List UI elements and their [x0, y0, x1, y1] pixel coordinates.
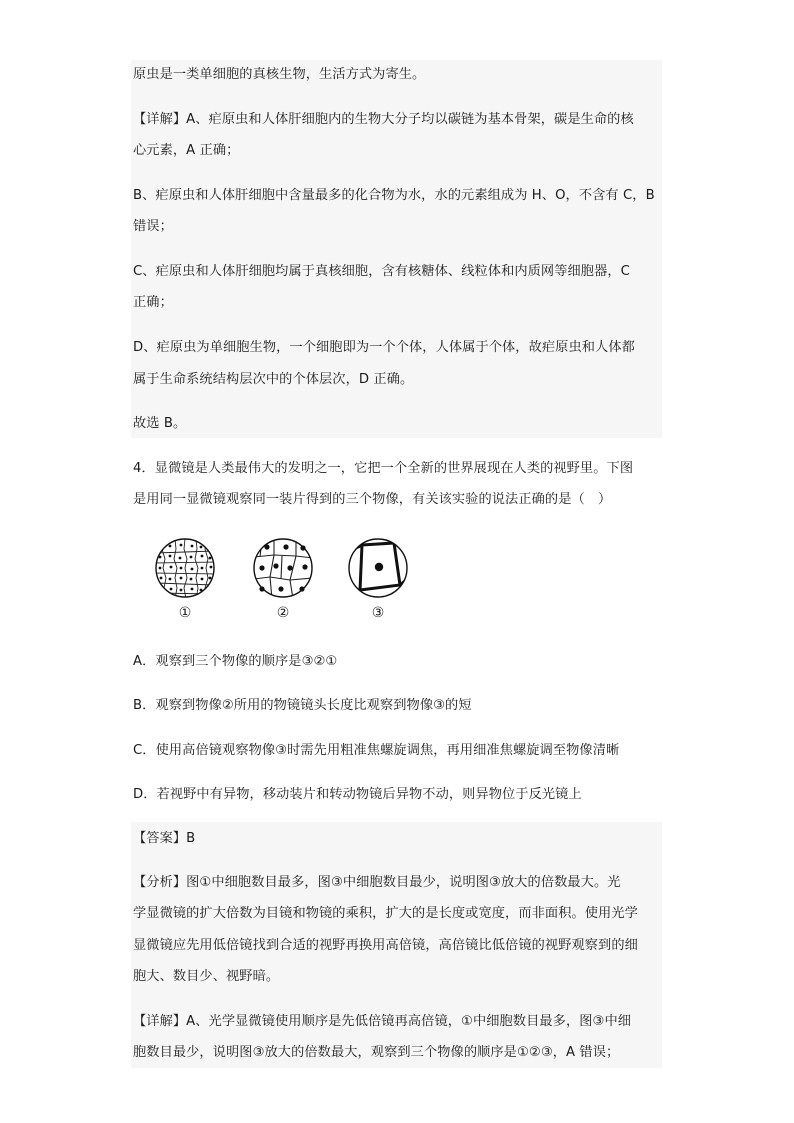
- text-line: D、疟原虫为单细胞生物，一个细胞即为一个个体，人体属于个体，故疟原虫和人体都: [133, 340, 635, 355]
- option-d: D．若视野中有异物，移动装片和转动物镜后异物不动，则异物位于反光镜上: [133, 787, 582, 802]
- cell-images-svg: [150, 535, 420, 605]
- analysis-line: 学显微镜的扩大倍数为目镜和物镜的乘积，扩大的是长度或宽度，而非面积。使用光学: [133, 906, 638, 921]
- text-line: 故选 B。: [133, 416, 187, 431]
- text-line: 心元素，A 正确；: [133, 143, 240, 158]
- figure-label-3: ③: [371, 605, 385, 621]
- microscope-images-figure: [150, 535, 420, 630]
- cell-image-3: [346, 535, 412, 601]
- text-line: 错误；: [133, 219, 173, 234]
- figure-label-1: ①: [178, 605, 192, 621]
- cell-image-1: [155, 539, 215, 599]
- analysis-line: 胞大、数目少、视野暗。: [133, 969, 280, 984]
- option-b: B．观察到物像②所用的物镜镜头长度比观察到物像③的短: [133, 698, 472, 713]
- text-line: 属于生命系统结构层次中的个体层次，D 正确。: [133, 372, 414, 387]
- question-stem-line: 4．显微镜是人类最伟大的发明之一，它把一个全新的世界展现在人类的视野里。下图: [133, 461, 634, 476]
- cell-image-2: [254, 538, 313, 599]
- option-c: C．使用高倍镜观察物像③时需先用粗准焦螺旋调焦，再用细准焦螺旋调至物像清晰: [133, 743, 620, 758]
- figure-label-2: ②: [276, 605, 290, 621]
- detail-line: 胞数目最少，说明图③放大的倍数最大，观察到三个物像的顺序是①②③，A 错误；: [133, 1045, 620, 1060]
- answer-line: 【答案】B: [133, 831, 196, 846]
- question-stem-line: 是用同一显微镜观察同一装片得到的三个物像，有关该实验的说法正确的是（ ）: [133, 492, 612, 507]
- text-line: B、疟原虫和人体肝细胞中含量最多的化合物为水，水的元素组成为 H、O，不含有 C，B: [133, 188, 655, 203]
- text-line: 【详解】A、疟原虫和人体肝细胞内的生物大分子均以碳链为基本骨架，碳是生命的核: [133, 112, 634, 127]
- text-line: 正确；: [133, 295, 173, 310]
- analysis-line: 【分析】图①中细胞数目最多，图③中细胞数目最少，说明图③放大的倍数最大。光: [133, 875, 621, 890]
- option-a: A．观察到三个物像的顺序是③②①: [133, 654, 338, 669]
- text-line: C、疟原虫和人体肝细胞均属于真核细胞，含有核糖体、线粒体和内质网等细胞器，C: [133, 264, 630, 279]
- text-line: 原虫是一类单细胞的真核生物，生活方式为寄生。: [133, 67, 426, 82]
- analysis-line: 显微镜应先用低倍镜找到合适的视野再换用高倍镜，高倍镜比低倍镜的视野观察到的细: [133, 938, 638, 953]
- detail-line: 【详解】A、光学显微镜使用顺序是先低倍镜再高倍镜，①中细胞数目最多，图③中细: [133, 1014, 632, 1029]
